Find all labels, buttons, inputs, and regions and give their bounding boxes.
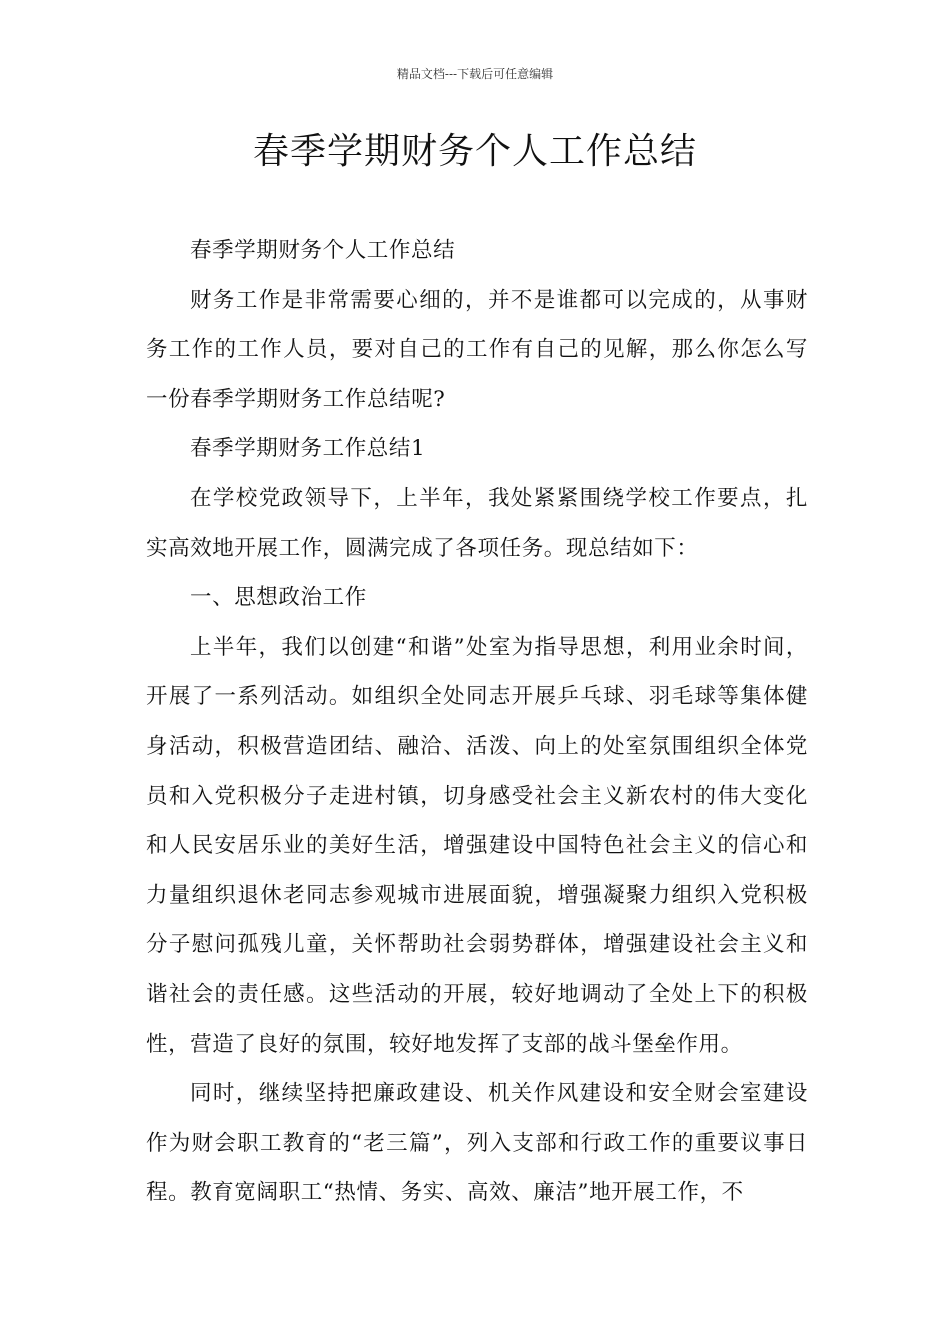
paragraph-section-heading: 春季学期财务工作总结1 [190,436,426,462]
document-title: 春季学期财务个人工作总结 [252,131,697,172]
header-note: 精品文档---下载后可任意编辑 [396,67,554,81]
paragraph-heading-political-work: 一、思想政治工作 [190,585,367,611]
paragraph-subtitle: 春季学期财务个人工作总结 [190,238,456,263]
paragraph-integrity: 同时，继续坚持把廉政建设、机关作风建设和安全财会室建设作为财会职工教育的“老三篇”，列入支部和行政工作的重要议事日程。教育宽阔职工“热情、务实、高效、廉洁”地开展工作，不 [146,1081,808,1206]
document-body [146,226,808,1218]
paragraph-intro: 财务工作是非常需要心细的，并不是谁都可以完成的，从事财务工作的工作人员，要对自己的工作有自己的见解，那么你怎么写一份春季学期财务工作总结呢? [146,287,808,412]
paragraph-overview: 在学校党政领导下，上半年，我处紧紧围绕学校工作要点，扎实高效地开展工作，圆满完成了各项任务。现总结如下： [146,485,808,561]
paragraph-activities: 上半年，我们以创建“和谐”处室为指导思想，利用业余时间，开展了一系列活动。如组织全处同志开展乒乓球、羽毛球等集体健身活动，积极营造团结、融洽、活泼、向上的处室氛围组织全体党员和入党积极分子走进村镇，切身感受社会主义新农村的伟大变化和人民安居乐业的美好生活，增强建设中国特色社会主义的信心和力量组织退休老同志参观城市进展面貌，增强凝聚力组织入党积极分子慰问孤残儿童，关怀帮助社会弱势群体，增强建设社会主义和谐社会的责任感。这些活动的开展，较好地调动了全处上下的积极性，营造了良好的氛围，较好地发挥了支部的战斗堡垒作用。 [146,634,808,1057]
